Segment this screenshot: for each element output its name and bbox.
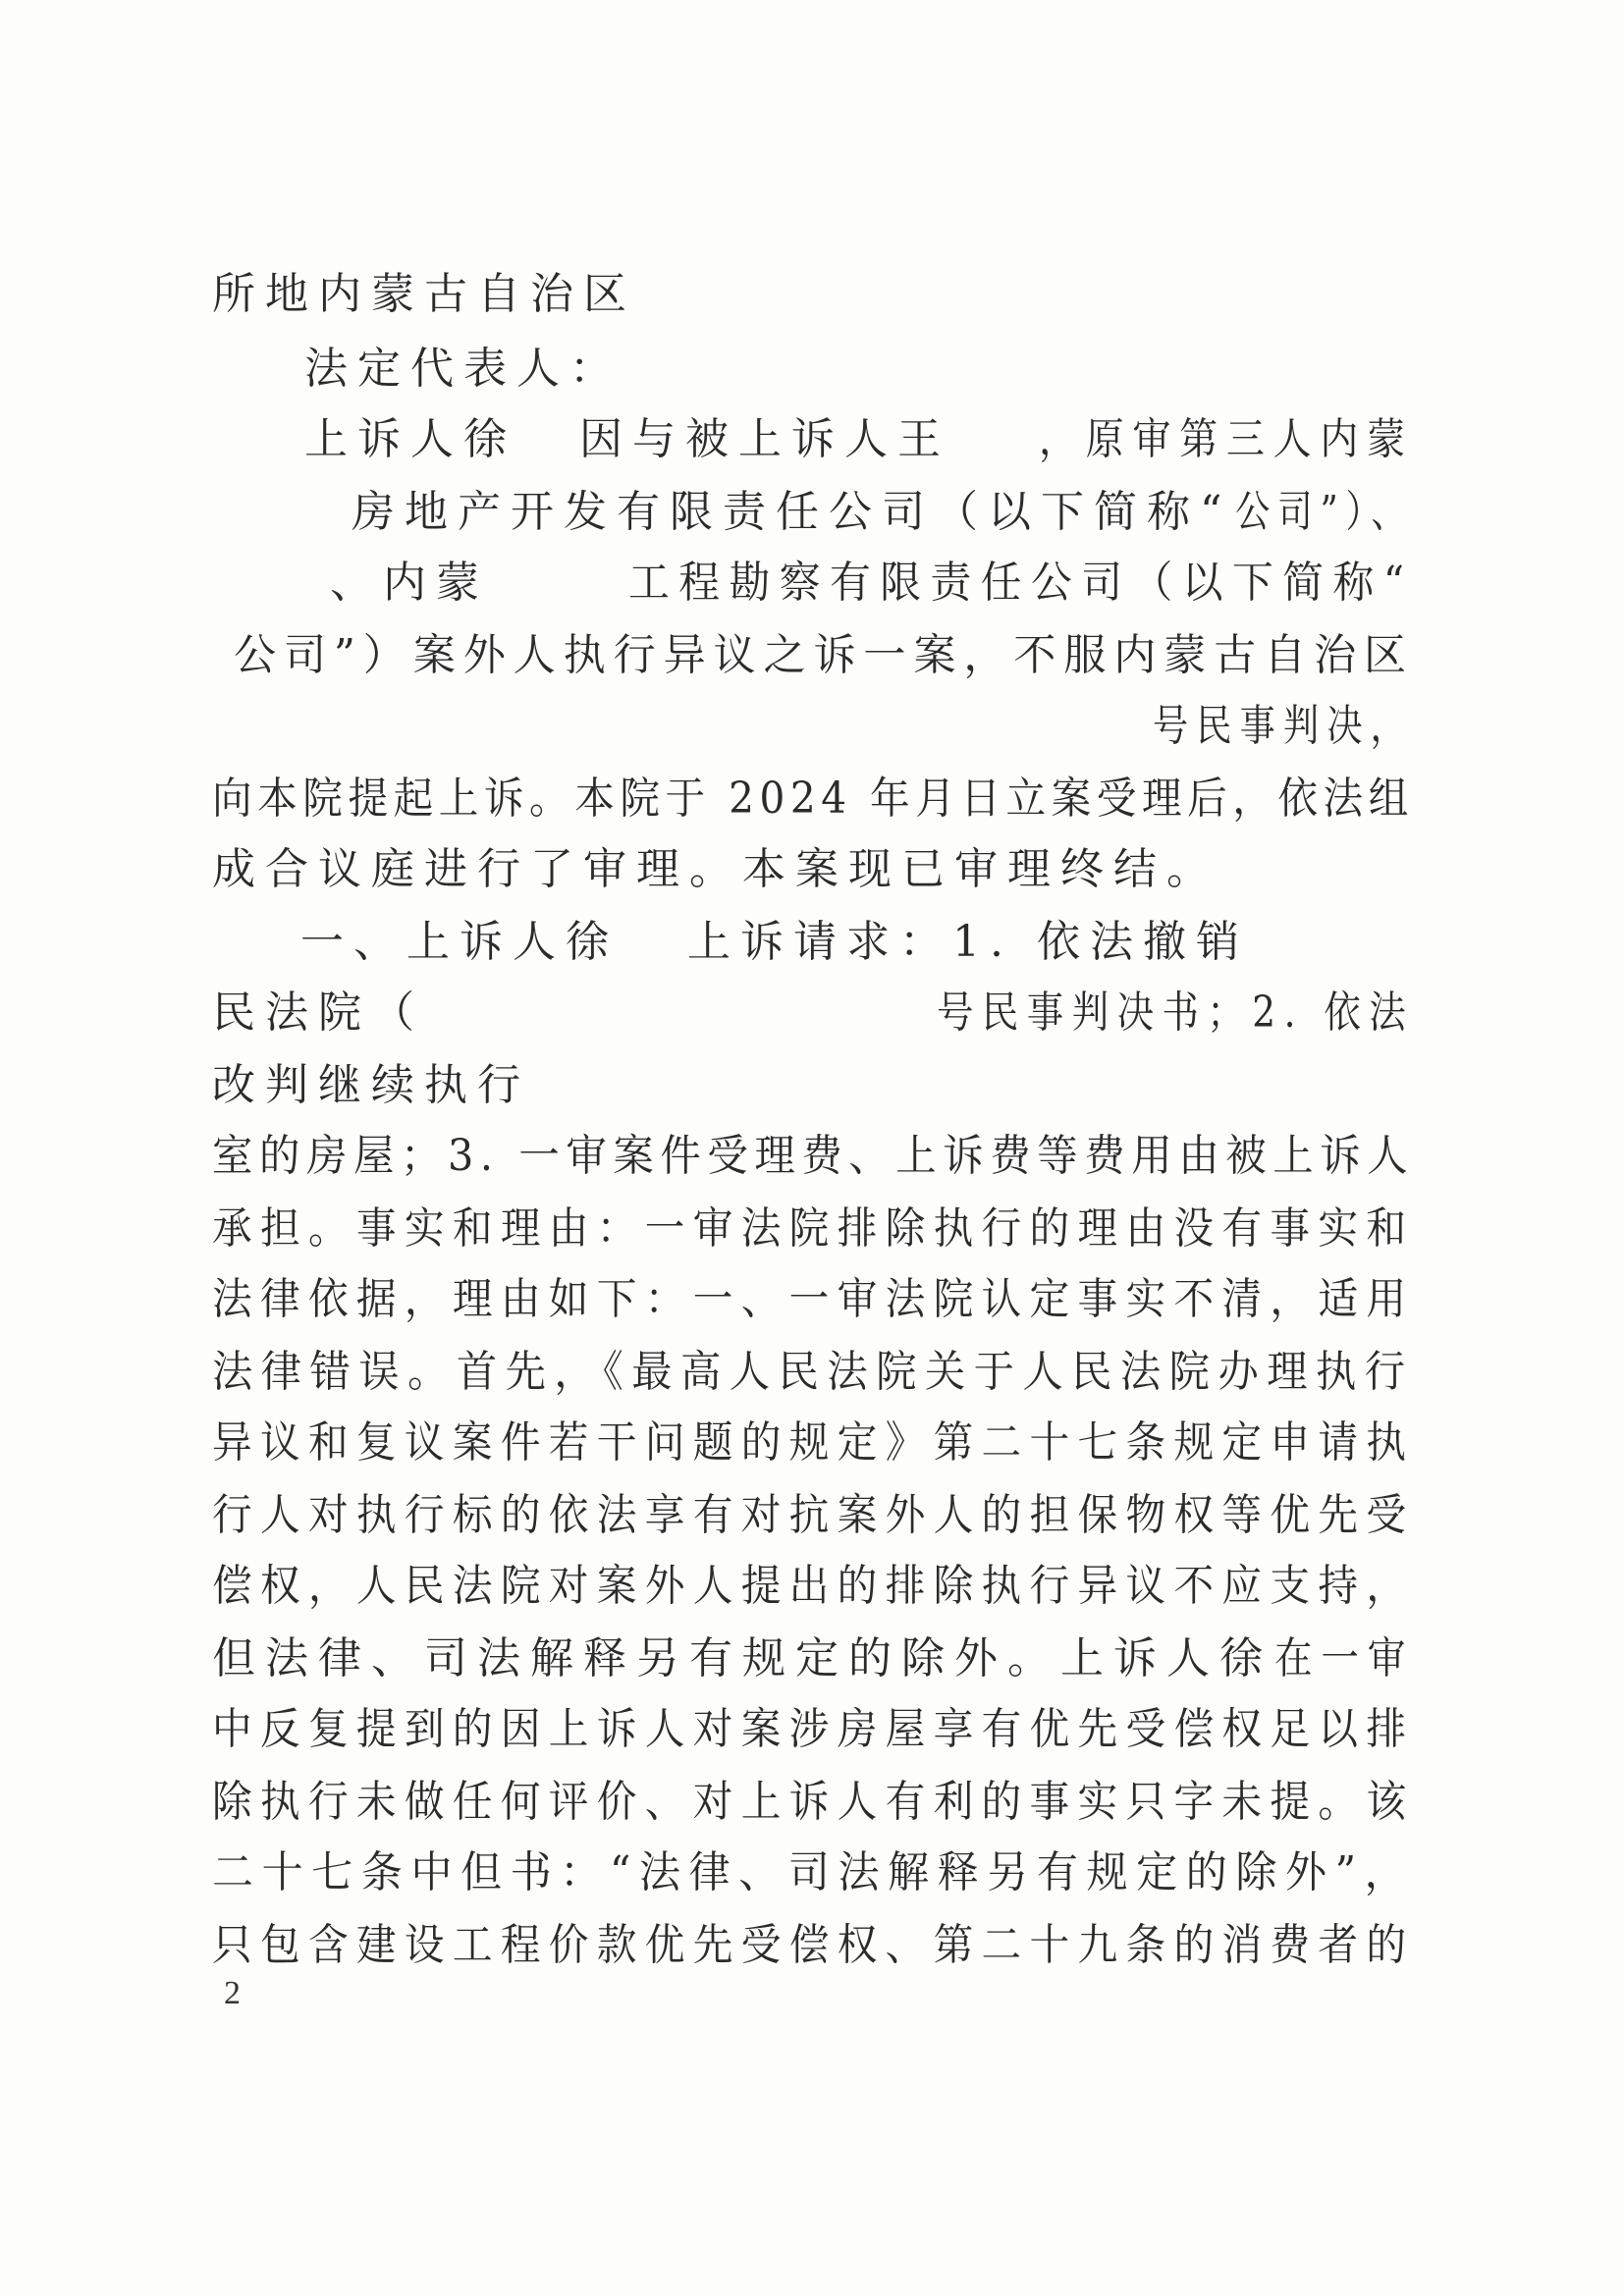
text-line: 在一审 bbox=[1274, 1633, 1415, 1683]
text-line: 承担。事实和理由：一审法院排除执行的理由没有事实和 bbox=[212, 1203, 1415, 1254]
text-line: 只包含建设工程价款优先受偿权、第二十九条的消费者的 bbox=[212, 1920, 1415, 1970]
text-line: 上诉人徐 bbox=[304, 414, 516, 464]
text-line: 民法院（ bbox=[212, 988, 424, 1038]
text-line: 号民事判决， bbox=[1153, 701, 1415, 751]
text-line: 室的房屋；3. 一审案件受理费、上诉费等费用由被上诉人 bbox=[212, 1131, 1415, 1181]
text-line: 但法律、司法解释另有规定的除外。上诉人徐 bbox=[212, 1633, 1272, 1683]
text-line: 二十七条中但书：“法律、司法解释另有规定的除外”， bbox=[212, 1847, 1415, 1897]
text-line: 工程勘察有限责任公司（以下简称“ bbox=[628, 558, 1414, 608]
text-line: 成合议庭进行了审理。本案现已审理终结。 bbox=[212, 844, 1219, 894]
text-line: 一、上诉人徐 bbox=[300, 917, 619, 967]
text-line: 行人对执行标的依法享有对抗案外人的担保物权等优先受 bbox=[212, 1490, 1415, 1540]
text-line: 向本院提起上诉。本院于 2024 年月日立案受理后，依法组 bbox=[212, 774, 1414, 824]
text-line: 偿权，人民法院对案外人提出的排除执行异议不应支持， bbox=[212, 1561, 1415, 1611]
page-number: 2 bbox=[224, 1975, 241, 2011]
text-line: 房地产开发有限责任公司（以下简称“ bbox=[352, 487, 1232, 537]
text-line: 公司”）案外人执行异议之诉一案，不服内蒙古自治区 bbox=[234, 630, 1414, 680]
text-line: 法律依据，理由如下：一、一审法院认定事实不清，适用 bbox=[212, 1274, 1415, 1324]
text-line: 因与被上诉人王 bbox=[579, 414, 950, 464]
text-line: 除执行未做任何评价、对上诉人有利的事实只字未提。该 bbox=[212, 1777, 1415, 1827]
text-line: 公司”）、 bbox=[1235, 487, 1414, 537]
text-line: 法定代表人： bbox=[304, 344, 623, 394]
text-line: 上诉请求：1. 依法撤销 bbox=[687, 917, 1249, 967]
text-line: ，原审第三人内蒙 bbox=[1039, 414, 1414, 464]
text-line: 、内蒙 bbox=[330, 558, 489, 608]
text-line: 所地内蒙古自治区 bbox=[212, 269, 636, 319]
text-line: 中反复提到的因上诉人对案涉房屋享有优先受偿权足以排 bbox=[212, 1704, 1415, 1754]
text-line: 法律错误。首先，《最高人民法院关于人民法院办理执行 bbox=[212, 1347, 1414, 1397]
text-line: 异议和复议案件若干问题的规定》第二十七条规定申请执 bbox=[212, 1417, 1415, 1468]
text-line: 号民事判决书；2. 依法 bbox=[937, 988, 1415, 1038]
text-line: 改判继续执行 bbox=[212, 1060, 530, 1110]
